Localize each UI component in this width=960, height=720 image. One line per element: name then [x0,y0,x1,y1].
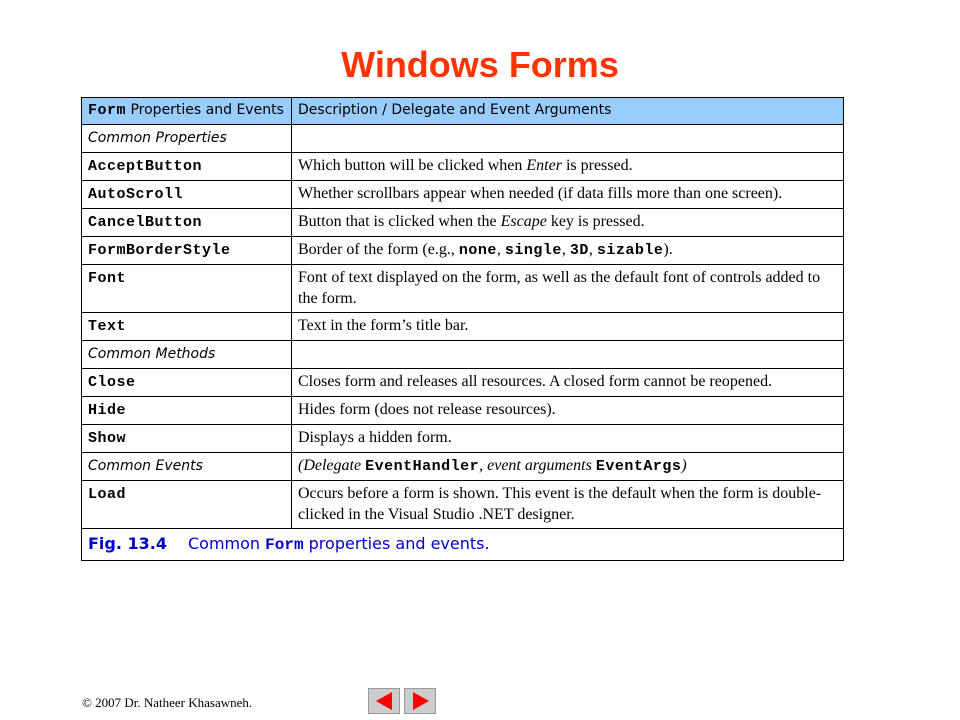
section-row [82,125,844,153]
description-fragment: , [496,241,505,258]
description-fragment: Whether scrollbars appear when needed (if data fills more than one screen). [298,185,783,202]
member-name [82,209,292,237]
section-label-text: Common Properties [88,130,227,146]
member-description [292,397,844,425]
description-fragment: Displays a hidden form. [298,429,452,446]
member-name [82,153,292,181]
member-name-text: Hide [88,402,127,419]
section-label [82,125,292,153]
arrow-right-icon [413,692,429,710]
member-name-text: Show [88,430,127,447]
member-description [292,209,844,237]
description-fragment: is pressed. [561,157,633,174]
description-fragment: EventHandler [365,458,480,475]
description-fragment: Which button will be clicked when [298,157,527,174]
section-row [82,453,844,481]
description-fragment: 3D [569,242,589,259]
description-fragment: Enter [526,157,562,174]
caption-mono: Form [265,536,304,554]
table-row [82,481,844,529]
description-fragment: Font of text displayed on the form, as well as the default font of controls added to the form. [298,269,821,307]
table-row [82,397,844,425]
description-fragment: ) [681,457,687,474]
table-header-row [82,98,844,125]
header-col1-rest: Properties and Events [126,102,284,118]
description-fragment: none [458,242,497,259]
member-name-text: Load [88,486,127,503]
member-description [292,341,844,369]
member-name-text: AutoScroll [88,186,184,203]
arrow-left-icon [376,692,392,710]
caption-pre: Common [188,534,266,553]
description-fragment: Escape [500,213,547,230]
properties-table-wrap [81,97,843,561]
member-name-text: AcceptButton [88,158,203,175]
next-slide-button[interactable] [404,688,436,714]
previous-slide-button[interactable] [368,688,400,714]
member-name [82,265,292,313]
properties-table [81,97,844,561]
description-fragment: Occurs before a form is shown. This event is the default when the form is double-clicked in the Visual Studio .NET designer. [298,485,822,523]
table-row [82,369,844,397]
table-row [82,425,844,453]
member-name [82,313,292,341]
member-name-text: CancelButton [88,214,203,231]
member-name [82,481,292,529]
description-fragment: , [561,241,570,258]
member-description [292,125,844,153]
figure-caption [82,529,844,561]
table-row [82,181,844,209]
description-fragment: Text in the form’s title bar. [298,317,469,334]
description-fragment: , event arguments [479,457,596,474]
description-fragment: Button that is clicked when the [298,213,501,230]
header-col1 [82,98,292,125]
caption-post: properties and events. [303,534,490,553]
member-description [292,237,844,265]
description-fragment: single [504,242,562,259]
member-name [82,397,292,425]
section-row [82,341,844,369]
member-name-text: FormBorderStyle [88,242,231,259]
member-name [82,425,292,453]
member-name [82,237,292,265]
section-label [82,341,292,369]
description-fragment: key is pressed. [546,213,645,230]
member-description [292,425,844,453]
slide-title: Windows Forms [341,44,619,85]
copyright-footer: © 2007 Dr. Natheer Khasawneh. [82,695,253,710]
member-name [82,369,292,397]
table-row [82,153,844,181]
description-fragment: ). [663,241,673,258]
caption-fig-number: Fig. 13.4 [88,534,167,553]
table-row [82,313,844,341]
member-description [292,453,844,481]
description-fragment: Border of the form (e.g., [298,241,459,258]
table-row [82,209,844,237]
header-col1-mono: Form [88,102,127,119]
description-fragment: , [588,241,597,258]
section-label [82,453,292,481]
table-row [82,265,844,313]
member-name [82,181,292,209]
header-col2: Description / Delegate and Event Arguments [292,98,844,125]
description-fragment: Hides form (does not release resources). [298,401,556,418]
member-description [292,313,844,341]
description-fragment: (Delegate [298,457,366,474]
member-name-text: Font [88,270,127,287]
member-name-text: Text [88,318,127,335]
member-description [292,481,844,529]
section-label-text: Common Methods [88,346,216,362]
description-fragment: Closes form and releases all resources. A closed form cannot be reopened. [298,373,773,390]
section-label-text: Common Events [88,458,203,474]
caption-row [82,529,844,561]
table-row [82,237,844,265]
description-fragment: sizable [596,242,664,259]
member-description [292,369,844,397]
member-description [292,265,844,313]
member-description [292,181,844,209]
description-fragment: EventArgs [595,458,682,475]
member-name-text: Close [88,374,136,391]
member-description [292,153,844,181]
